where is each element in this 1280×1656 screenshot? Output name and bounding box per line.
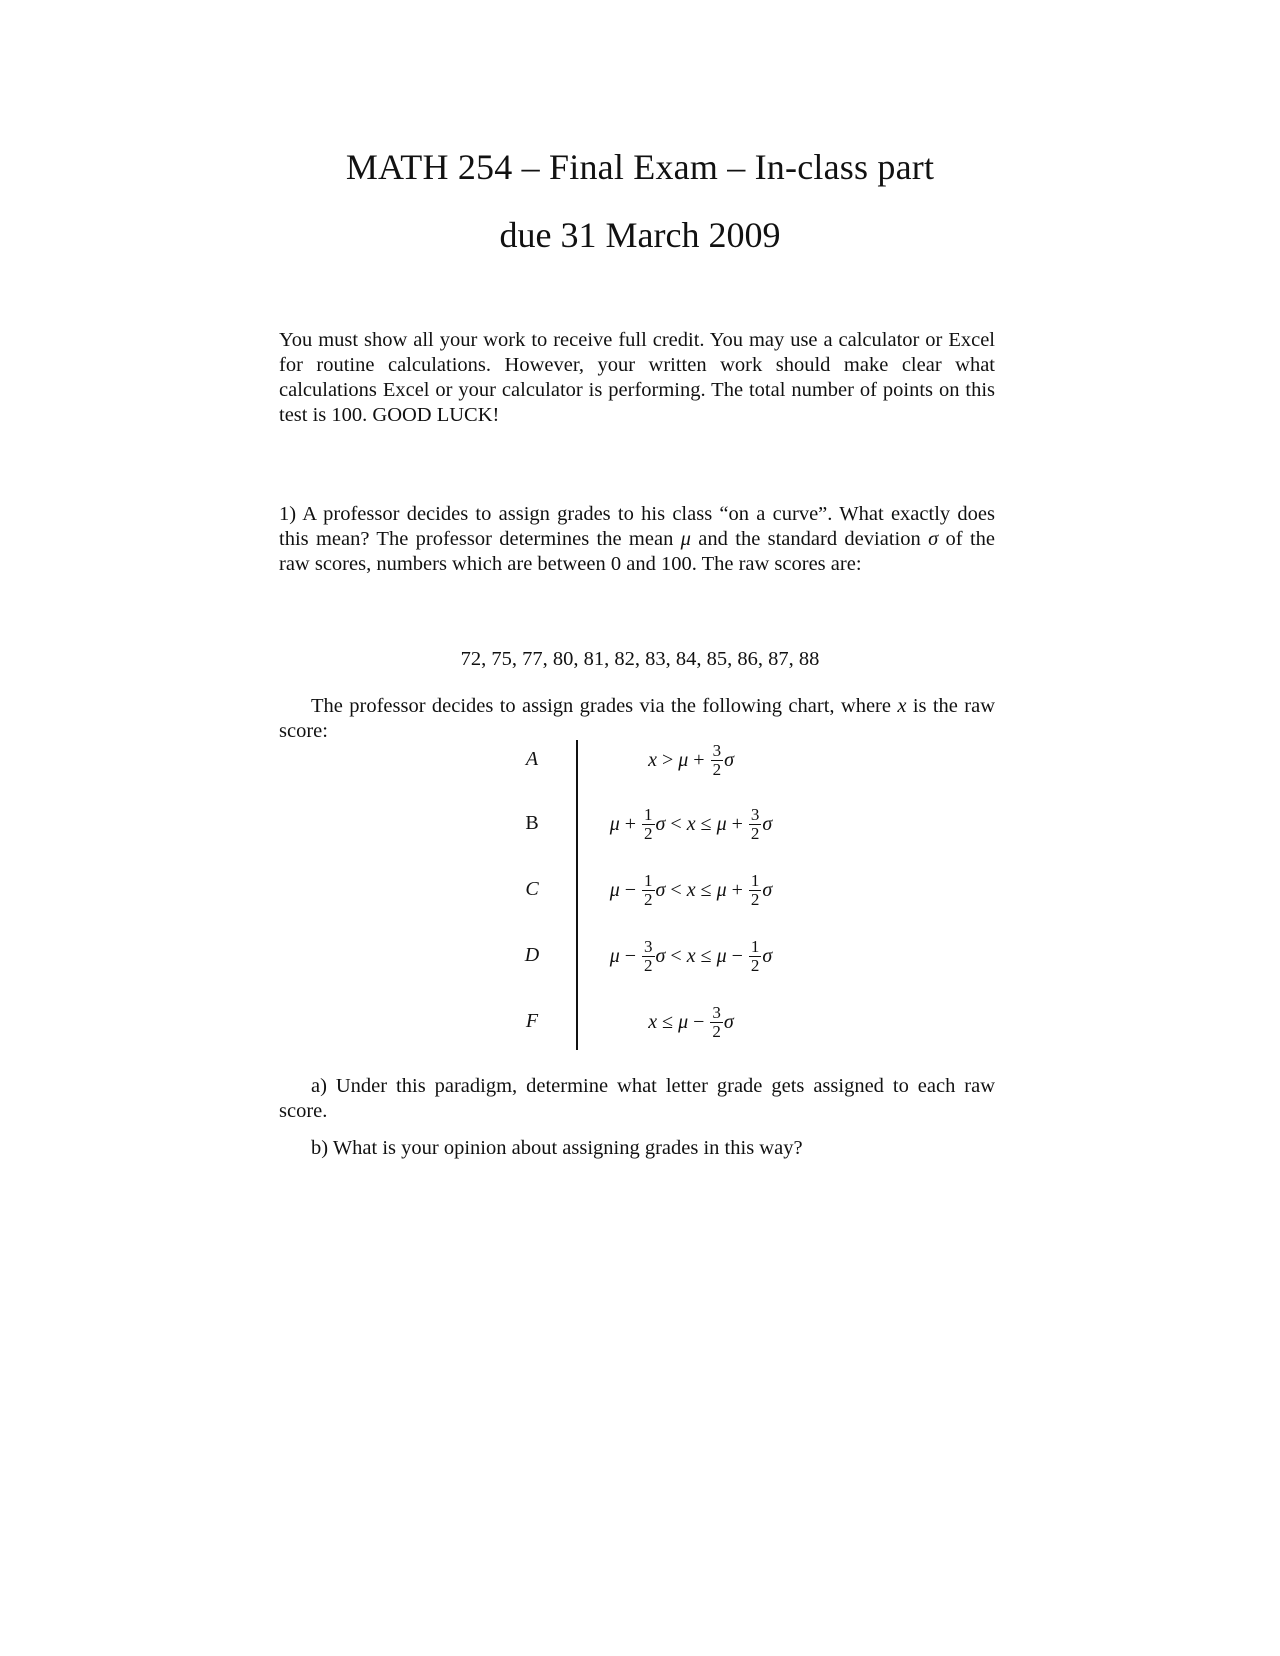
plus-symbol: + — [693, 748, 705, 771]
mu-symbol: μ — [609, 878, 620, 901]
instructions-paragraph: You must show all your work to receive full credit. You may use a calculator or Excel for routine calculations. However, your written work should make clear what calculations Excel or your calculator is performing. The total number of points on this test is 100. GOOD LUCK! — [279, 329, 995, 426]
denominator: 2 — [750, 955, 760, 975]
grade-f-condition — [582, 992, 800, 1052]
fraction-one-half — [642, 806, 655, 843]
part-a-text: a) Under this paradigm, determine what letter grade gets assigned to each raw score. — [279, 1075, 995, 1122]
fraction-one-half — [642, 872, 655, 909]
exam-title: MATH 254 – Final Exam – In-class part — [345, 147, 935, 187]
fraction-three-halves — [642, 938, 655, 975]
plus-symbol: + — [624, 812, 637, 835]
q1-text-part: and the standard deviation — [690, 528, 929, 550]
lt-symbol: < — [670, 944, 682, 967]
mu-symbol: μ — [609, 812, 620, 835]
x-variable: x — [897, 695, 907, 717]
denominator: 2 — [644, 955, 653, 975]
le-symbol: ≤ — [700, 944, 712, 967]
le-symbol: ≤ — [700, 878, 712, 901]
grade-c-condition — [582, 860, 800, 920]
raw-scores-list: 72, 75, 77, 80, 81, 82, 83, 84, 85, 86, 87, 88 — [460, 648, 820, 670]
q1-text-part: 1) A professor decides to assign grades to his class “on a curve”. What exactly does this mean? The professor determines the mean — [279, 503, 995, 550]
grade-b-label: B — [525, 812, 539, 834]
numerator: 3 — [644, 936, 653, 956]
denominator: 2 — [712, 759, 722, 779]
denominator: 2 — [712, 1021, 721, 1041]
minus-symbol: − — [624, 878, 637, 901]
numerator: 1 — [750, 936, 760, 956]
sigma-symbol: σ — [724, 748, 734, 771]
part-b-text: b) What is your opinion about assigning grades in this way? — [311, 1137, 803, 1159]
sigma-symbol: σ — [762, 812, 773, 835]
grade-d-label: D — [524, 944, 540, 966]
chart-divider — [576, 740, 578, 1050]
grade-f-label: F — [525, 1010, 539, 1032]
grade-d-condition — [582, 926, 800, 986]
mu-symbol: μ — [678, 748, 689, 771]
plus-symbol: + — [731, 878, 743, 901]
denominator: 2 — [750, 823, 760, 843]
numerator: 1 — [644, 870, 653, 890]
fraction-one-half — [749, 938, 762, 975]
x-symbol: x — [686, 878, 696, 901]
grade-a-label: A — [525, 748, 539, 770]
question-1-text — [279, 502, 995, 577]
lt-symbol: < — [670, 812, 682, 835]
x-symbol: x — [648, 748, 657, 771]
grade-c-label: C — [525, 878, 539, 900]
x-symbol: x — [686, 812, 696, 835]
x-symbol: x — [648, 1010, 658, 1033]
le-symbol: ≤ — [662, 1010, 674, 1033]
exam-due-date: due 31 March 2009 — [499, 215, 781, 255]
mu-symbol: μ — [716, 944, 727, 967]
grading-chart — [500, 736, 800, 1056]
numerator: 3 — [712, 740, 722, 760]
mu-symbol: μ — [680, 528, 691, 550]
fraction-three-halves — [710, 1004, 723, 1041]
sigma-symbol: σ — [723, 1010, 734, 1033]
sigma-symbol: σ — [655, 812, 666, 835]
plus-symbol: + — [731, 812, 743, 835]
gt-symbol: > — [661, 748, 674, 771]
sigma-symbol: σ — [928, 528, 939, 550]
numerator: 3 — [712, 1002, 721, 1022]
fraction-one-half — [749, 872, 762, 909]
lt-symbol: < — [670, 878, 682, 901]
mu-symbol: μ — [716, 878, 727, 901]
denominator: 2 — [644, 889, 653, 909]
le-symbol: ≤ — [700, 812, 712, 835]
denominator: 2 — [750, 889, 760, 909]
mu-symbol: μ — [716, 812, 727, 835]
sigma-symbol: σ — [655, 944, 666, 967]
denominator: 2 — [644, 823, 653, 843]
fraction-three-halves — [749, 806, 762, 843]
grade-b-condition — [582, 794, 800, 854]
mu-symbol: μ — [678, 1010, 689, 1033]
sigma-symbol: σ — [762, 944, 773, 967]
fraction-three-halves — [711, 742, 724, 779]
chart-intro-part: is the raw score: — [279, 695, 995, 742]
sigma-symbol: σ — [655, 878, 666, 901]
minus-symbol: − — [731, 944, 743, 967]
q1-text-part: of the raw scores, numbers which are between 0 and 100. The raw scores are: — [279, 528, 995, 575]
mu-symbol: μ — [609, 944, 620, 967]
numerator: 1 — [644, 804, 653, 824]
sigma-symbol: σ — [762, 878, 773, 901]
minus-symbol: − — [693, 1010, 705, 1033]
minus-symbol: − — [624, 944, 637, 967]
numerator: 3 — [750, 804, 760, 824]
chart-intro-part: The professor decides to assign grades via the following chart, where — [311, 695, 898, 717]
x-symbol: x — [686, 944, 696, 967]
grade-a-condition — [582, 730, 800, 790]
numerator: 1 — [750, 870, 760, 890]
